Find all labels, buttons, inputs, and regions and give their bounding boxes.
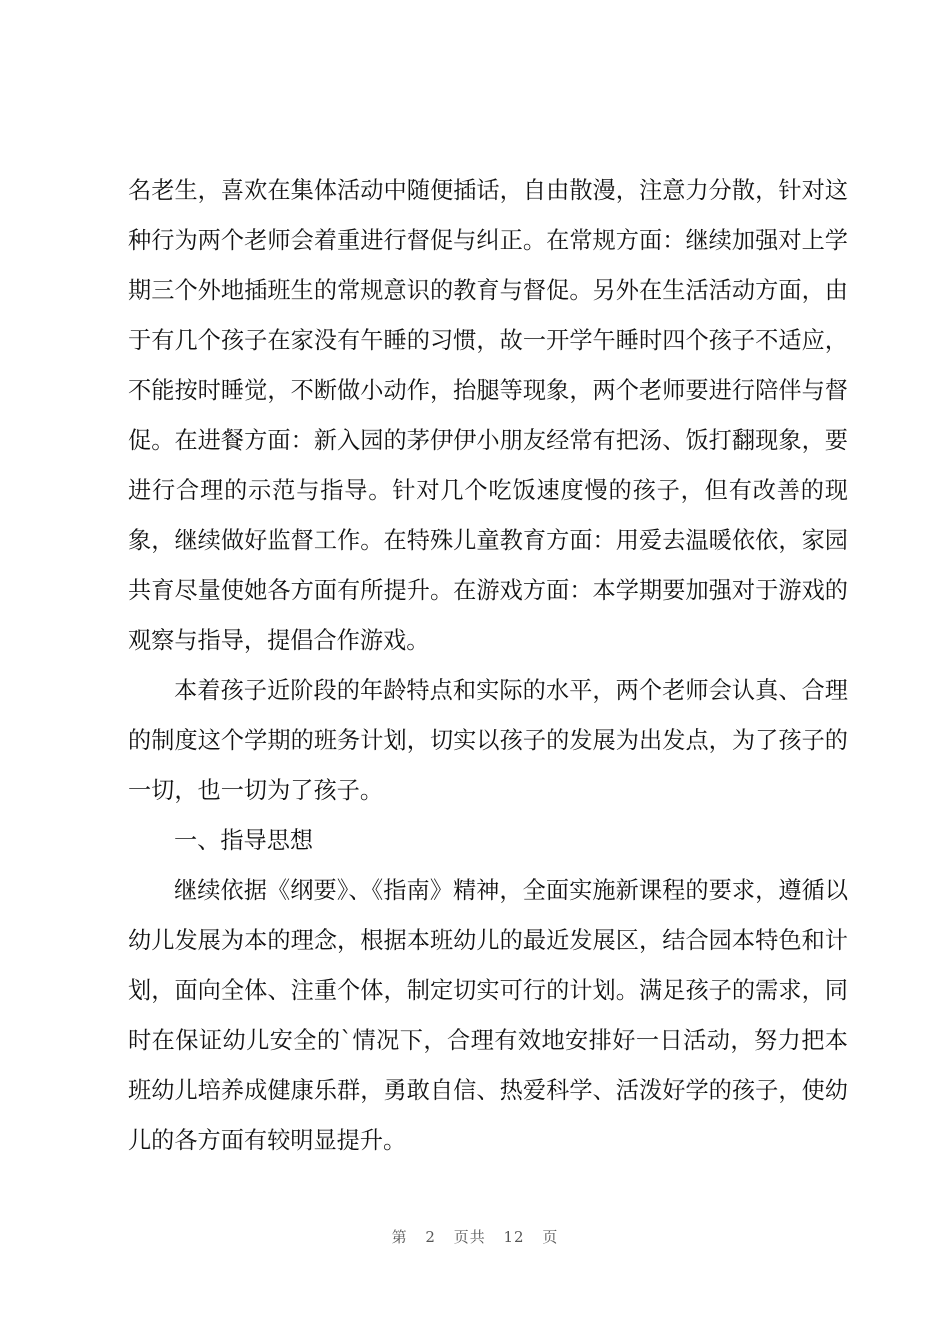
document-body	[128, 166, 848, 1166]
footer-prefix: 第	[391, 1228, 408, 1246]
footer-middle: 页共	[453, 1228, 486, 1246]
footer-suffix: 页	[542, 1228, 559, 1246]
paragraph-continuation: 名老生，喜欢在集体活动中随便插话，自由散漫，注意力分散，针对这种行为两个老师会着重进行督促与纠正。在常规方面：继续加强对上学期三个外地插班生的常规意识的教育与督促。另外在生活活动方面，由于有几个孩子在家没有午睡的习惯，故一开学午睡时四个孩子不适应，不能按时睡觉，不断做小动作，抬腿等现象，两个老师要进行陪伴与督促。在进餐方面：新入园的茅伊伊小朋友经常有把汤、饭打翻现象，要进行合理的示范与指导。针对几个吃饭速度慢的孩子，但有改善的现象，继续做好监督工作。在特殊儿童教育方面：用爱去温暖依依，家园共育尽量使她各方面有所提升。在游戏方面：本学期要加强对于游戏的观察与指导，提倡合作游戏。	[128, 177, 848, 654]
section-heading: 一、指导思想	[174, 827, 314, 854]
footer-current-page: 2	[425, 1228, 436, 1246]
paragraph-plan-intro: 本着孩子近阶段的年龄特点和实际的水平，两个老师会认真、合理的制度这个学期的班务计划，切实以孩子的发展为出发点，为了孩子的一切，也一切为了孩子。	[128, 677, 848, 804]
paragraph-guiding-ideology: 继续依据《纲要》、《指南》精神，全面实施新课程的要求，遵循以幼儿发展为本的理念，根据本班幼儿的最近发展区，结合园本特色和计划，面向全体、注重个体，制定切实可行的计划。满足孩子的需求，同时在保证幼儿安全的`情况下，合理有效地安排好一日活动，努力把本班幼儿培养成健康乐群，勇敢自信、热爱科学、活泼好学的孩子，使幼儿的各方面有较明显提升。	[128, 877, 848, 1154]
page-footer	[0, 1226, 950, 1247]
footer-total-pages: 12	[503, 1228, 525, 1246]
